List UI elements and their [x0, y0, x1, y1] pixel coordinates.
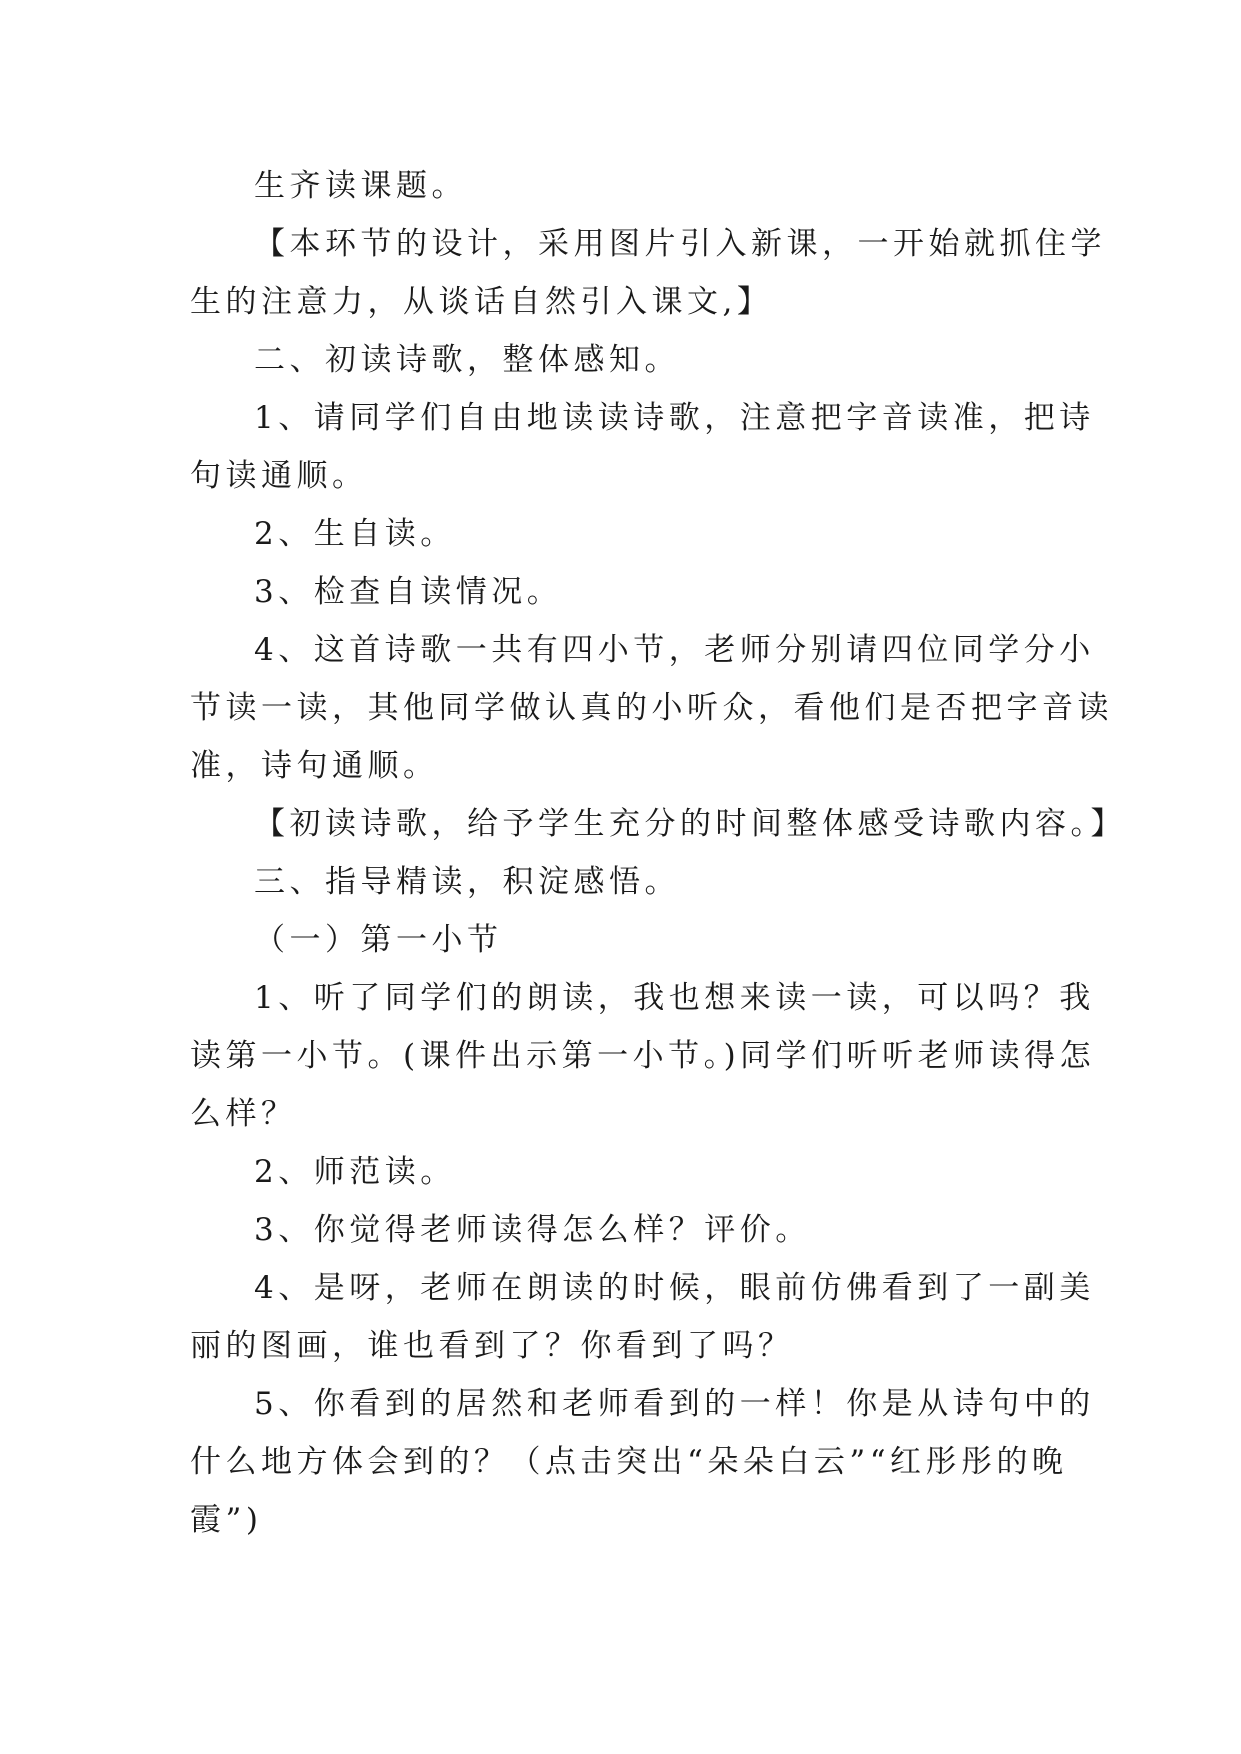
text-line: 【初读诗歌，给予学生充分的时间整体感受诗歌内容。】	[254, 806, 1126, 842]
text-line: （一）第一小节	[254, 922, 503, 958]
text-line: 生的注意力，从谈话自然引入课文,】	[190, 284, 773, 320]
text-line: 么样？	[190, 1096, 297, 1132]
text-line: 准，诗句通顺。	[190, 748, 439, 784]
text-line: 丽的图画，谁也看到了？你看到了吗？	[190, 1328, 794, 1364]
text-line: 4、是呀，老师在朗读的时候，眼前仿佛看到了一副美	[254, 1270, 1095, 1306]
text-line: 句读通顺。	[190, 458, 368, 494]
text-line: 二、初读诗歌，整体感知。	[254, 342, 680, 378]
text-line: 读第一小节。(课件出示第一小节。)同学们听听老师读得怎	[190, 1038, 1096, 1074]
text-line: 什么地方体会到的？（点击突出“朵朵白云”“红彤彤的晚	[190, 1444, 1068, 1480]
text-line: 2、生自读。	[254, 516, 456, 552]
text-line: 1、请同学们自由地读读诗歌，注意把字音读准，把诗	[254, 400, 1095, 436]
text-line: 1、听了同学们的朗读，我也想来读一读，可以吗？我	[254, 980, 1095, 1016]
text-line: 3、你觉得老师读得怎么样？评价。	[254, 1212, 811, 1248]
text-line: 霞”)	[190, 1502, 263, 1538]
text-line: 【本环节的设计，采用图片引入新课，一开始就抓住学	[254, 226, 1106, 262]
text-line: 节读一读，其他同学做认真的小听众，看他们是否把字音读	[190, 690, 1113, 726]
text-line: 4、这首诗歌一共有四小节，老师分别请四位同学分小	[254, 632, 1095, 668]
text-line: 生齐读课题。	[254, 168, 467, 204]
text-line: 2、师范读。	[254, 1154, 456, 1190]
text-line: 5、你看到的居然和老师看到的一样！你是从诗句中的	[254, 1386, 1095, 1422]
text-line: 三、指导精读，积淀感悟。	[254, 864, 680, 900]
text-line: 3、检查自读情况。	[254, 574, 563, 610]
